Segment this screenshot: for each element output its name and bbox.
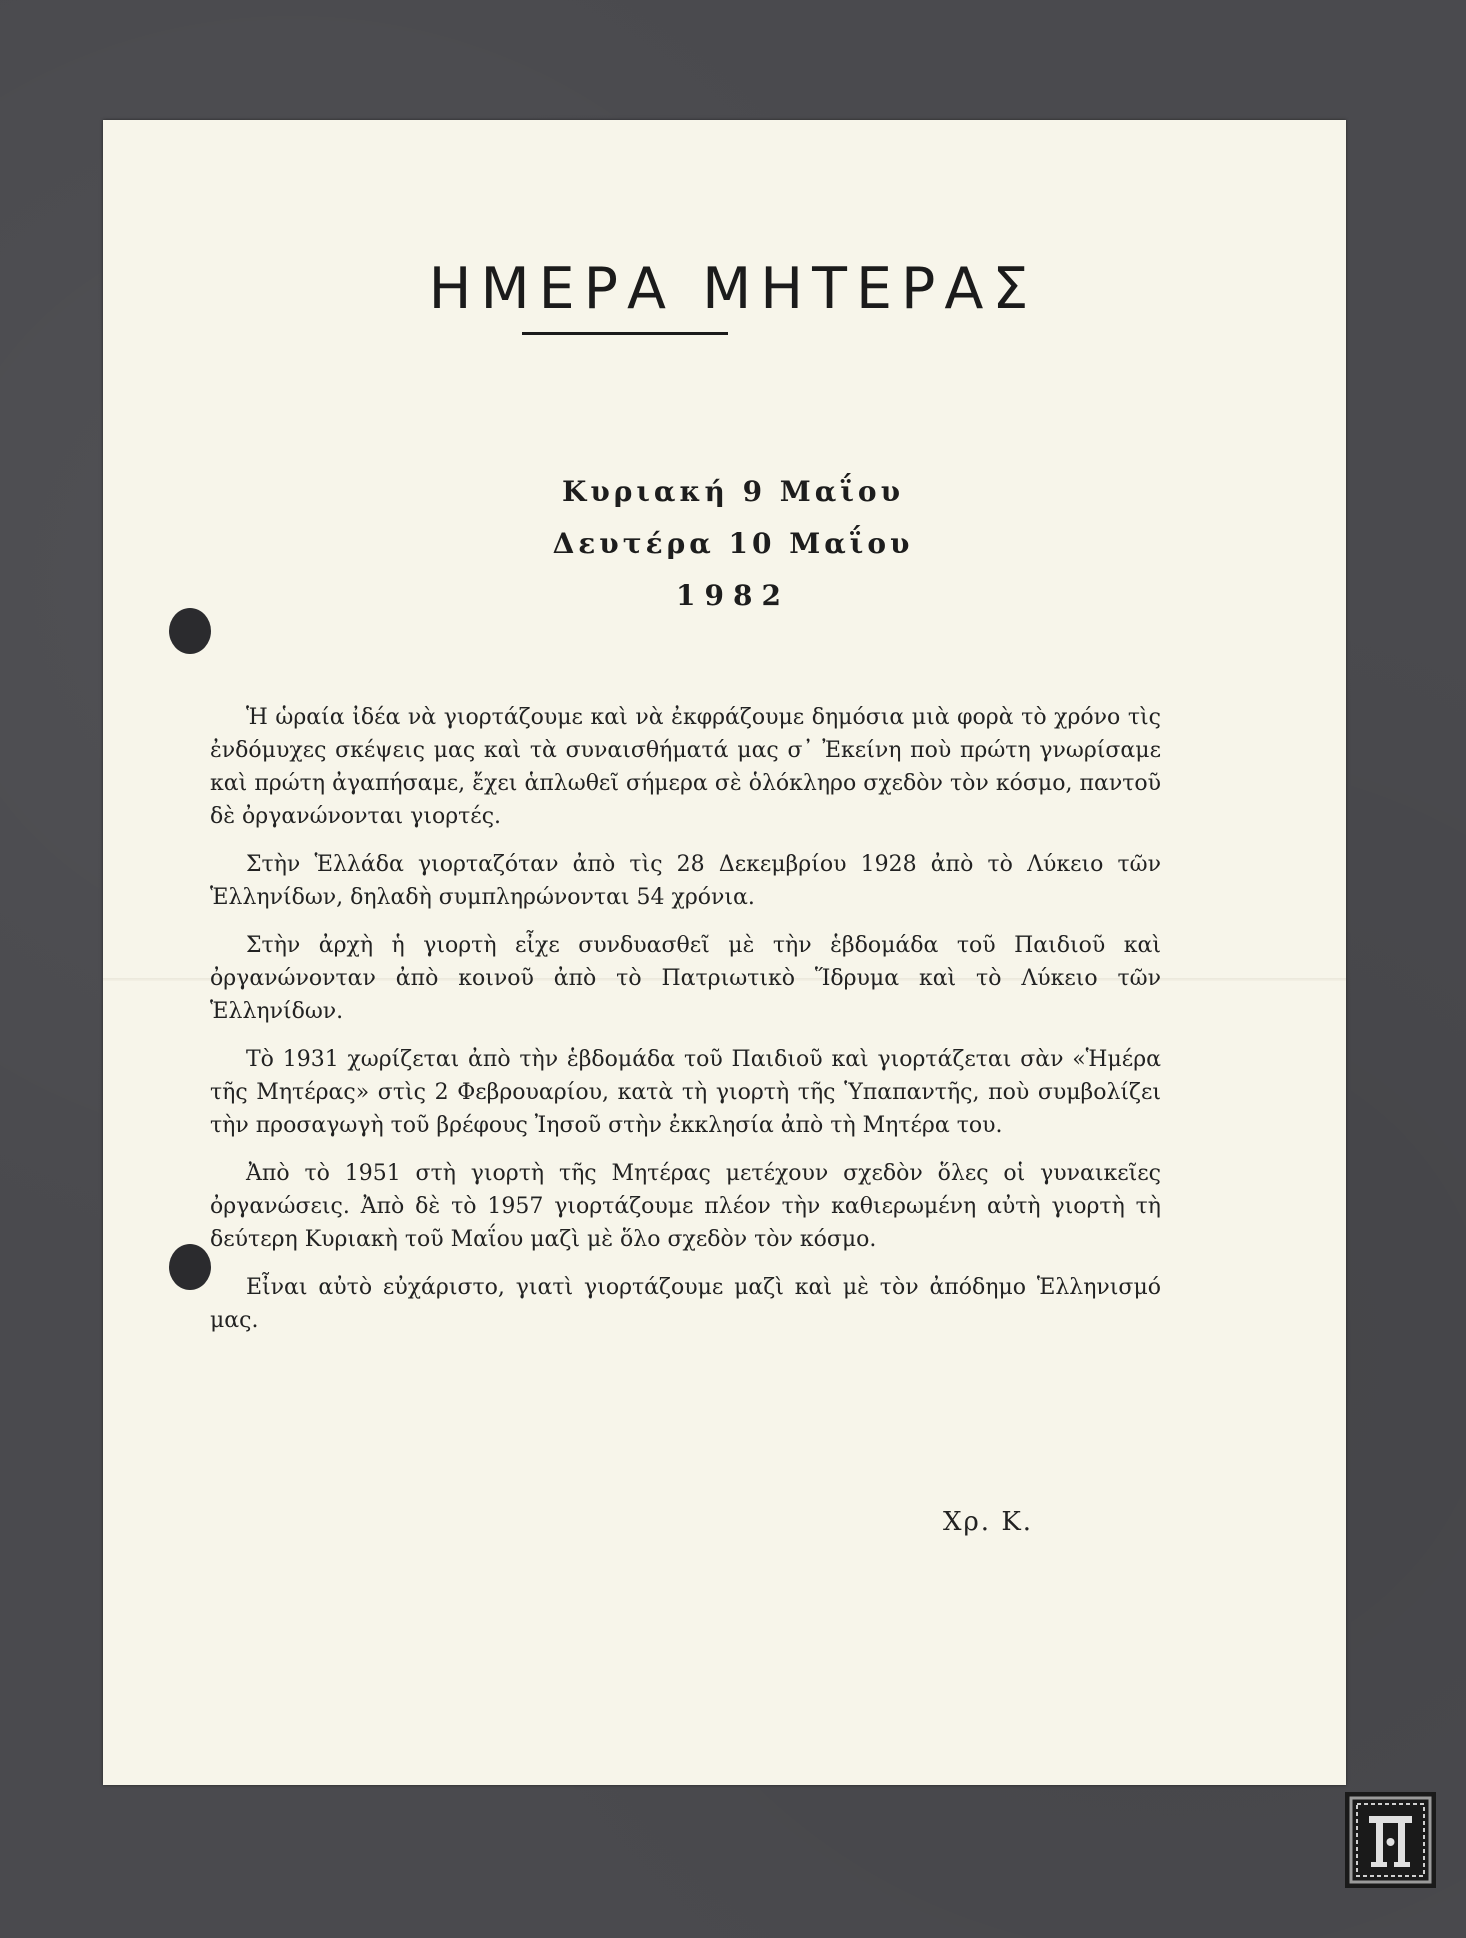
title-underline — [522, 332, 728, 335]
paragraph: Ἀπὸ τὸ 1951 στὴ γιορτὴ τῆς Μητέρας μετέχουν σχεδὸν ὅλες οἱ γυναικεῖες ὀργανώσεις. Ἀπὸ δὲ τὸ 1957 γιορτάζουμε πλέον τὴν καθιερωμένη αὐτὴ γιορτὴ τὴ δεύτερη Κυριακὴ τοῦ Μαΐου μαζὶ μὲ ὅλο σχεδὸν τὸν κόσμο. — [210, 1161, 1161, 1252]
date-line-monday: Δευτέρα 10 Μαΐου — [552, 527, 914, 560]
punch-hole-bottom — [169, 1244, 211, 1290]
page-title: ΗΜΕΡΑ ΜΗΤΕΡΑΣ — [428, 256, 1038, 322]
paragraph: Ἡ ὡραία ἰδέα νὰ γιορτάζουμε καὶ νὰ ἐκφράζουμε δημόσια μιὰ φορὰ τὸ χρόνο τὶς ἐνδόμυχες σκέψεις μας καὶ τὰ συναισθήματά μας σ᾽ Ἐκείνη ποὺ πρώτη γνωρίσαμε καὶ πρώτη ἀγαπήσαμε, ἔχει ἁπλωθεῖ σήμερα σὲ ὁλόκληρο σχεδὸν τὸν κόσμο, παντοῦ δὲ ὀργανώνονται γιορτές. — [210, 705, 1161, 829]
archive-logo-icon — [1343, 1790, 1438, 1890]
paragraph: Εἶναι αὐτὸ εὐχάριστο, γιατὶ γιορτάζουμε μαζὶ καὶ μὲ τὸν ἀπόδημο Ἑλληνισμό μας. — [210, 1275, 1161, 1333]
date-line-sunday: Κυριακή 9 Μαΐου — [562, 475, 904, 508]
paragraph: Στὴν Ἑλλάδα γιορταζόταν ἀπὸ τὶς 28 Δεκεμβρίου 1928 ἀπὸ τὸ Λύκειο τῶν Ἑλληνίδων, δηλαδὴ συμπληρώνονται 54 χρόνια. — [210, 852, 1161, 910]
date-block — [0, 466, 1466, 622]
date-year: 1982 — [676, 579, 790, 612]
signature: Χρ. Κ. — [943, 1507, 1034, 1537]
paragraph: Στὴν ἀρχὴ ἡ γιορτὴ εἶχε συνδυασθεῖ μὲ τὴν ἑβδομάδα τοῦ Παιδιοῦ καὶ ὀργανώνονταν ἀπὸ κοινοῦ ἀπὸ τὸ Πατριωτικὸ Ἵδρυμα καὶ τὸ Λύκειο τῶν Ἑλληνίδων. — [210, 933, 1161, 1024]
document-body — [210, 701, 1161, 1352]
paragraph: Τὸ 1931 χωρίζεται ἀπὸ τὴν ἑβδομάδα τοῦ Παιδιοῦ καὶ γιορτάζεται σὰν «Ἡμέρα τῆς Μητέρας» στὶς 2 Φεβρουαρίου, κατὰ τὴ γιορτὴ τῆς Ὑπαπαντῆς, ποὺ συμβολίζει τὴν προσαγωγὴ τοῦ βρέφους Ἰησοῦ στὴν ἐκκλησία ἀπὸ τὴ Μητέρα του. — [210, 1047, 1161, 1138]
